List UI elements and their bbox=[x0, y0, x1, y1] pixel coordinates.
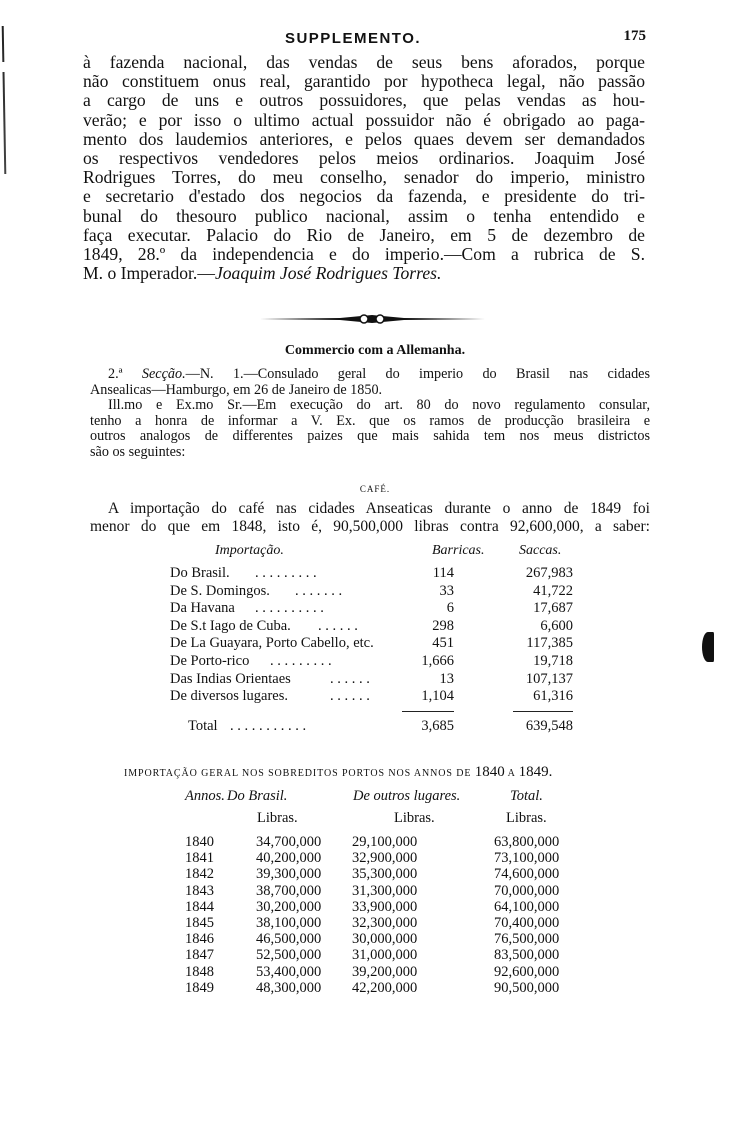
total-row bbox=[170, 718, 600, 738]
total-cell: 70,400,000 bbox=[494, 914, 560, 931]
text-line: bunal do thesouro publico nacional, assim o tenha entendido e bbox=[83, 205, 645, 226]
anno-cell: 1849 bbox=[185, 979, 214, 996]
sum-rule bbox=[170, 706, 600, 718]
table-row bbox=[180, 866, 600, 882]
brasil-cell: 48,300,000 bbox=[256, 979, 322, 996]
table-row bbox=[180, 915, 600, 931]
table-row bbox=[170, 565, 600, 583]
outros-cell: 42,200,000 bbox=[352, 979, 418, 996]
letter-line bbox=[90, 367, 650, 383]
table-row bbox=[170, 671, 600, 689]
origin-cell: De S. Domingos. bbox=[170, 582, 270, 599]
signature: Joaquim José Rodrigues Torres. bbox=[214, 263, 442, 284]
barricas-cell: 451 bbox=[432, 635, 454, 652]
brasil-cell: 38,100,000 bbox=[256, 914, 322, 931]
consulate-letter bbox=[90, 367, 650, 461]
table-row bbox=[170, 600, 600, 618]
outros-cell: 30,000,000 bbox=[352, 931, 418, 948]
text-line: verão; e por isso o ultimo actual possuidor não é obrigado ao paga- bbox=[83, 109, 645, 130]
section-number: 2.ª bbox=[108, 366, 142, 382]
text-line: os respectivos vendedores pelos meios ordinarios. Joaquim José bbox=[83, 148, 645, 169]
brasil-cell: 52,500,000 bbox=[256, 947, 322, 964]
section-label: Secção. bbox=[141, 366, 186, 382]
ornament-divider-icon bbox=[260, 313, 485, 325]
outros-cell: 39,200,000 bbox=[352, 963, 418, 980]
brasil-cell: 34,700,000 bbox=[256, 834, 322, 850]
general-import-table bbox=[180, 788, 600, 996]
barricas-cell: 298 bbox=[432, 617, 454, 634]
total-saccas: 639,548 bbox=[525, 717, 573, 734]
letter-line: outros analogos de differentes paizes que mais sahida tem nos meus districtos bbox=[90, 428, 650, 445]
total-cell: 90,500,000 bbox=[494, 979, 560, 996]
header-total: Total. bbox=[510, 788, 543, 804]
coffee-import-table bbox=[170, 543, 600, 738]
total-barricas: 3,685 bbox=[421, 717, 454, 734]
outros-cell: 31,000,000 bbox=[352, 947, 418, 964]
table-row bbox=[170, 583, 600, 601]
unit-brasil: Libras. bbox=[257, 810, 298, 826]
header-brasil: Do Brasil. bbox=[227, 788, 288, 804]
anno-cell: 1846 bbox=[185, 931, 214, 948]
anno-cell: 1847 bbox=[185, 947, 214, 964]
running-head bbox=[60, 28, 646, 50]
saccas-cell: 17,687 bbox=[533, 600, 573, 617]
text-line: e secretario d'estado dos negocios da fazenda, e presidente do tri- bbox=[83, 186, 645, 207]
cafe-line: menor do que em 1848, isto é, 90,500,000 libras contra 92,600,000, a saber: bbox=[90, 518, 650, 535]
text-line: mento dos laudemios anteriores, e pelos quaes devem ser demandados bbox=[83, 128, 645, 149]
brasil-cell: 30,200,000 bbox=[256, 898, 322, 915]
total-cell: 74,600,000 bbox=[494, 866, 560, 883]
brasil-cell: 46,500,000 bbox=[256, 931, 322, 948]
total-cell: 83,500,000 bbox=[494, 947, 560, 964]
origin-cell: Das Indias Orientaes bbox=[170, 670, 291, 687]
brasil-cell: 39,300,000 bbox=[256, 866, 322, 883]
table-row bbox=[170, 653, 600, 671]
anno-cell: 1842 bbox=[185, 866, 214, 883]
text-line: à fazenda nacional, das vendas de seus bens aforados, porque bbox=[83, 52, 645, 72]
leader-dots: . . . . . . bbox=[330, 670, 370, 687]
origin-cell: De La Guayara, Porto Cabello, etc. bbox=[170, 635, 374, 652]
table-row bbox=[180, 899, 600, 915]
sum-rule-barricas bbox=[402, 711, 454, 712]
header-outros: De outros lugares. bbox=[353, 788, 461, 804]
unit-outros: Libras. bbox=[394, 810, 435, 826]
outros-cell: 31,300,000 bbox=[352, 882, 418, 899]
brasil-cell: 38,700,000 bbox=[256, 882, 322, 899]
table-row bbox=[170, 688, 600, 706]
letter-line: são os seguintes: bbox=[90, 443, 186, 460]
saccas-cell: 107,137 bbox=[525, 670, 573, 687]
text-line: não constituem onus real, garantido por hypotheca legal, não passão bbox=[83, 71, 645, 92]
barricas-cell: 1,104 bbox=[421, 688, 454, 705]
origin-cell: De diversos lugares. bbox=[170, 688, 288, 705]
sum-rule-saccas bbox=[513, 711, 573, 712]
anno-cell: 1841 bbox=[185, 850, 214, 867]
leader-dots: . . . . . . bbox=[318, 617, 358, 634]
total-cell: 70,000,000 bbox=[494, 882, 560, 899]
header-barricas: Barricas. bbox=[432, 543, 485, 558]
outros-cell: 33,900,000 bbox=[352, 898, 418, 915]
cafe-line: A importação do café nas cidades Anseaticas durante o anno de 1849 foi bbox=[108, 500, 650, 517]
heading-mid: A bbox=[504, 768, 519, 779]
page-number: 175 bbox=[623, 28, 646, 44]
section-title: Commercio com a Allemanha. bbox=[284, 343, 466, 358]
origin-cell: Da Havana bbox=[170, 600, 235, 617]
table-row bbox=[180, 947, 600, 963]
binding-edge-gap bbox=[2, 62, 6, 72]
table-row bbox=[180, 883, 600, 899]
decree-text bbox=[83, 53, 645, 283]
binding-edge-mark bbox=[2, 26, 7, 174]
table-header bbox=[170, 543, 600, 565]
letter-line: Ill.mo e Ex.mo Sr.—Em execução do art. 80 do novo regulamento consular, bbox=[108, 397, 650, 414]
saccas-cell: 41,722 bbox=[533, 582, 573, 599]
leader-dots: . . . . . . . . . bbox=[270, 652, 332, 669]
saccas-cell: 19,718 bbox=[533, 652, 573, 669]
letter-line: tenho a honra de informar a V. Ex. que os ramos de producção brasileira e bbox=[90, 412, 650, 429]
table-row bbox=[180, 964, 600, 980]
total-label: Total bbox=[188, 717, 218, 734]
anno-cell: 1844 bbox=[185, 898, 214, 915]
year-from: 1840 bbox=[474, 764, 505, 780]
text-line: Rodrigues Torres, do meu conselho, senador do imperio, ministro bbox=[83, 167, 645, 188]
total-cell: 63,800,000 bbox=[494, 834, 560, 850]
text-line: a cargo de uns e outros possuidores, que pelas vendas as hou- bbox=[83, 90, 645, 111]
brasil-cell: 53,400,000 bbox=[256, 963, 322, 980]
header-saccas: Saccas. bbox=[519, 543, 562, 558]
leader-dots: . . . . . . . . . bbox=[255, 565, 317, 581]
table-row bbox=[180, 931, 600, 947]
general-import-heading bbox=[124, 764, 664, 781]
letter-line: Ansealicas—Hamburgo, em 26 de Janeiro de 1850. bbox=[90, 381, 383, 398]
total-cell: 92,600,000 bbox=[494, 963, 560, 980]
total-cell: 73,100,000 bbox=[494, 850, 560, 867]
leader-dots: . . . . . . bbox=[330, 688, 370, 705]
text-line: 1849, 28.º da independencia e do imperio.—Com a rubrica de S. bbox=[83, 244, 645, 265]
anno-cell: 1840 bbox=[185, 834, 214, 850]
barricas-cell: 33 bbox=[439, 582, 454, 599]
outros-cell: 35,300,000 bbox=[352, 866, 418, 883]
anno-cell: 1845 bbox=[185, 914, 214, 931]
ink-blot bbox=[702, 632, 714, 662]
total-cell: 76,500,000 bbox=[494, 931, 560, 948]
saccas-cell: 6,600 bbox=[540, 617, 573, 634]
running-title: SUPPLEMENTO. bbox=[284, 30, 422, 47]
origin-cell: De Porto-rico bbox=[170, 652, 250, 669]
origin-cell: De S.t Iago de Cuba. bbox=[170, 617, 291, 634]
year-to: 1849. bbox=[518, 764, 553, 780]
total-cell: 64,100,000 bbox=[494, 898, 560, 915]
table-row bbox=[170, 618, 600, 636]
table-row bbox=[180, 850, 600, 866]
text-line: faça executar. Palacio do Rio de Janeiro, em 5 de dezembro de bbox=[83, 224, 645, 245]
header-origin: Importação. bbox=[215, 543, 284, 558]
heading-text: IMPORTAÇÃO GERAL NOS SOBREDITOS PORTOS NOS ANNOS DE bbox=[124, 768, 475, 779]
table-header bbox=[180, 788, 600, 810]
text-line-signature bbox=[83, 264, 645, 283]
outros-cell: 32,300,000 bbox=[352, 914, 418, 931]
letter-line-rest: —N. 1.—Consulado geral do imperio do Brasil nas cidades bbox=[185, 366, 650, 382]
outros-cell: 29,100,000 bbox=[352, 834, 418, 850]
barricas-cell: 6 bbox=[446, 600, 454, 617]
cafe-paragraph bbox=[90, 500, 650, 536]
saccas-cell: 117,385 bbox=[526, 635, 573, 652]
anno-cell: 1848 bbox=[185, 963, 214, 980]
saccas-cell: 267,983 bbox=[525, 565, 573, 581]
table-row bbox=[180, 834, 600, 850]
barricas-cell: 13 bbox=[439, 670, 454, 687]
outros-cell: 32,900,000 bbox=[352, 850, 418, 867]
table-row bbox=[170, 635, 600, 653]
cafe-heading: CAFÉ. bbox=[359, 484, 391, 494]
units-row bbox=[180, 810, 600, 834]
unit-total: Libras. bbox=[506, 810, 547, 826]
brasil-cell: 40,200,000 bbox=[256, 850, 322, 867]
leader-dots: . . . . . . . bbox=[295, 582, 343, 599]
table-row bbox=[180, 980, 600, 996]
anno-cell: 1843 bbox=[185, 882, 214, 899]
origin-cell: Do Brasil. bbox=[170, 565, 230, 581]
saccas-cell: 61,316 bbox=[533, 688, 573, 705]
barricas-cell: 1,666 bbox=[421, 652, 454, 669]
leader-dots: . . . . . . . . . . bbox=[255, 600, 324, 617]
leader-dots: . . . . . . . . . . . bbox=[230, 717, 307, 734]
header-anno: Annos. bbox=[185, 788, 225, 804]
signature-prefix: M. o Imperador.— bbox=[83, 263, 215, 284]
barricas-cell: 114 bbox=[432, 565, 454, 581]
